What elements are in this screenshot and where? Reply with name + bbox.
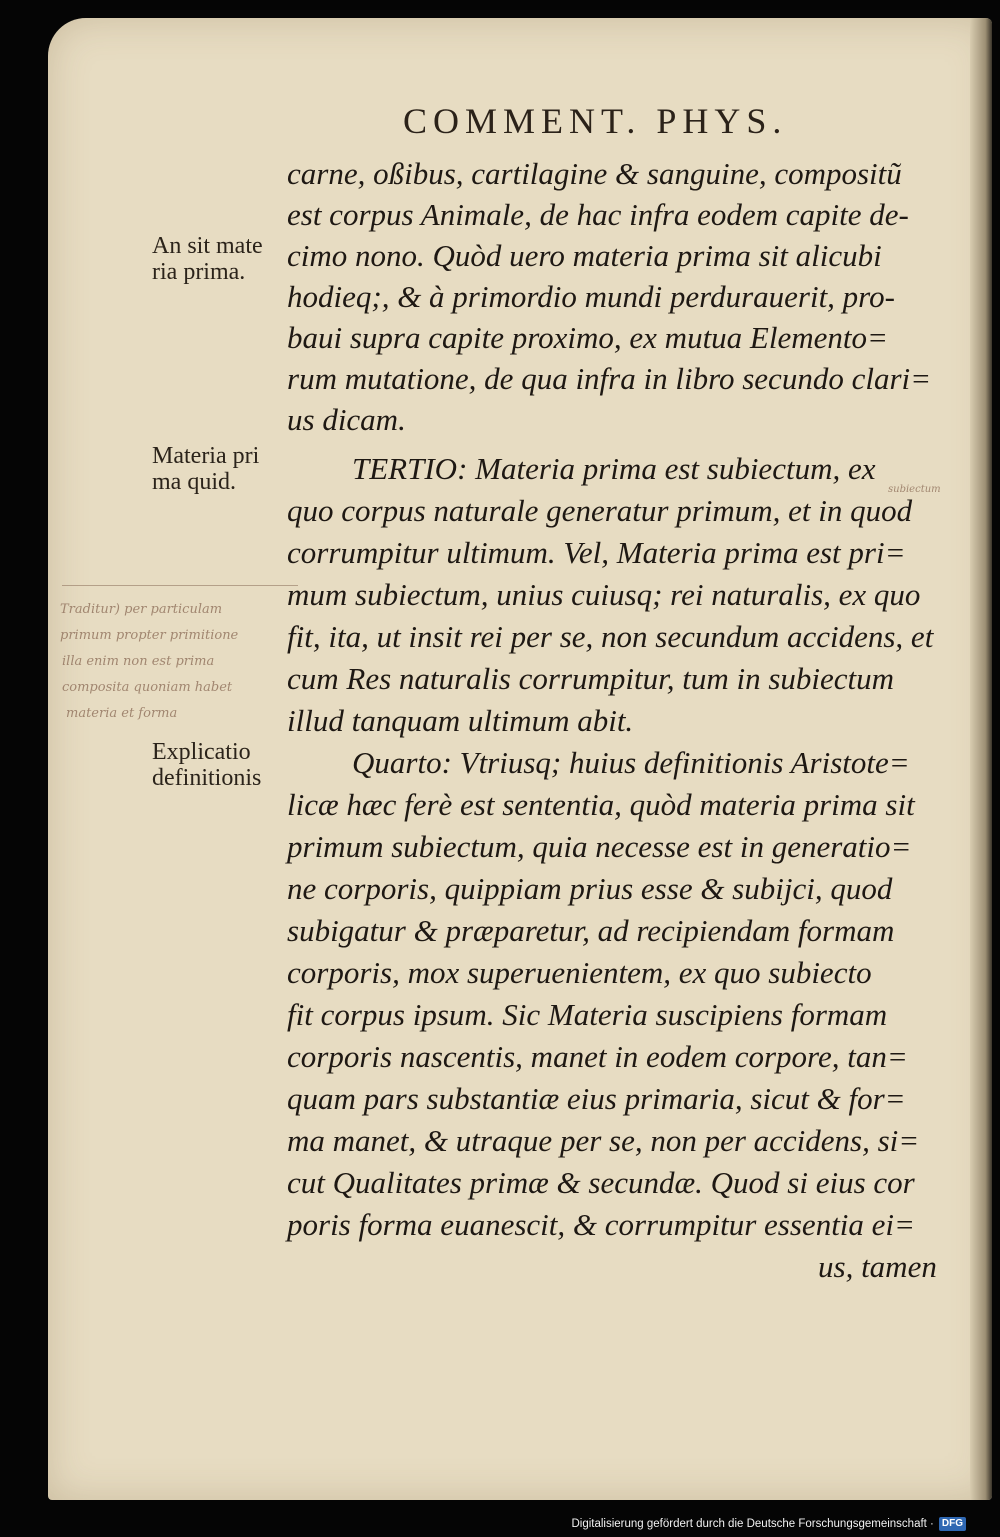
text-line: subigatur & præparetur, ad recipiendam formam [287,913,895,948]
text-line: fit, ita, ut insit rei per se, non secundum accidens, et [287,619,934,654]
text-line: corporis, mox superuenientem, ex quo subiecto [287,955,872,990]
text-line: primum subiectum, quia necesse est in generatio= [287,829,912,864]
handwritten-note: subiectum [888,484,941,495]
digitization-credit [571,1517,966,1531]
text-line: corporis nascentis, manet in eodem corpore, tan= [287,1039,908,1074]
text-line: licæ hæc ferè est sententia, quòd materia prima sit [287,787,915,822]
section-start-line: TERTIO: Materia prima est subiectum, ex [352,451,876,486]
text-line: corrumpitur ultimum. Vel, Materia prima est pri= [287,535,906,570]
text-line: quam pars substantiæ eius primaria, sicut & for= [287,1081,906,1116]
text-line: ne corporis, quippiam prius esse & subijci, quod [287,871,893,906]
text-line: baui supra capite proximo, ex mutua Elemento= [287,320,888,355]
text-line: illud tanquam ultimum abit. [287,703,634,738]
margin-note: Materia pri [152,443,260,469]
margin-note: ma quid. [152,469,236,495]
text-line: mum subiectum, unius cuiusq; rei naturalis, ex quo [287,577,921,612]
section-start-line: Quarto: Vtriusq; huius definitionis Aristote= [352,745,910,780]
text-line: cut Qualitates primæ & secundæ. Quod si eius cor [287,1165,915,1200]
handwritten-note: composita quoniam habet [62,680,233,695]
text-line: ma manet, & utraque per se, non per accidens, si= [287,1123,920,1158]
page-gutter [970,18,992,1500]
handwritten-note: primum propter primitione [60,628,239,643]
handwritten-note: materia et forma [66,706,178,721]
text-line: cum Res naturalis corrumpitur, tum in subiectum [287,661,895,696]
running-header: COMMENT. PHYS. [403,101,788,141]
handwritten-note: illa enim non est prima [62,654,215,669]
text-line: fit corpus ipsum. Sic Materia suscipiens formam [287,997,888,1032]
text-line: cimo nono. Quòd uero materia prima sit alicubi [287,238,882,273]
text-line: poris forma euanescit, & corrumpitur essentia ei= [287,1207,915,1242]
handwritten-guide-line [62,585,298,586]
text-line: carne, oßibus, cartilagine & sanguine, compositũ [287,156,902,191]
text-line: us dicam. [287,402,406,437]
margin-note: ria prima. [152,259,246,285]
margin-note: An sit mate [152,233,263,259]
credit-text: Digitalisierung gefördert durch die Deutsche Forschungsgemeinschaft · [571,1518,934,1530]
handwritten-note: Traditur) per particulam [60,602,223,617]
text-line: est corpus Animale, de hac infra eodem capite de- [287,197,909,232]
text-line: hodieq;, & à primordio mundi perdurauerit, pro- [287,279,895,314]
margin-note: Explicatio [152,739,251,765]
margin-note: definitionis [152,765,262,791]
text-line: quo corpus naturale generatur primum, et in quod [287,493,913,528]
catchword: us, tamen [818,1249,937,1284]
text-line: rum mutatione, de qua infra in libro secundo clari= [287,361,932,396]
dfg-logo: DFG [939,1517,966,1531]
